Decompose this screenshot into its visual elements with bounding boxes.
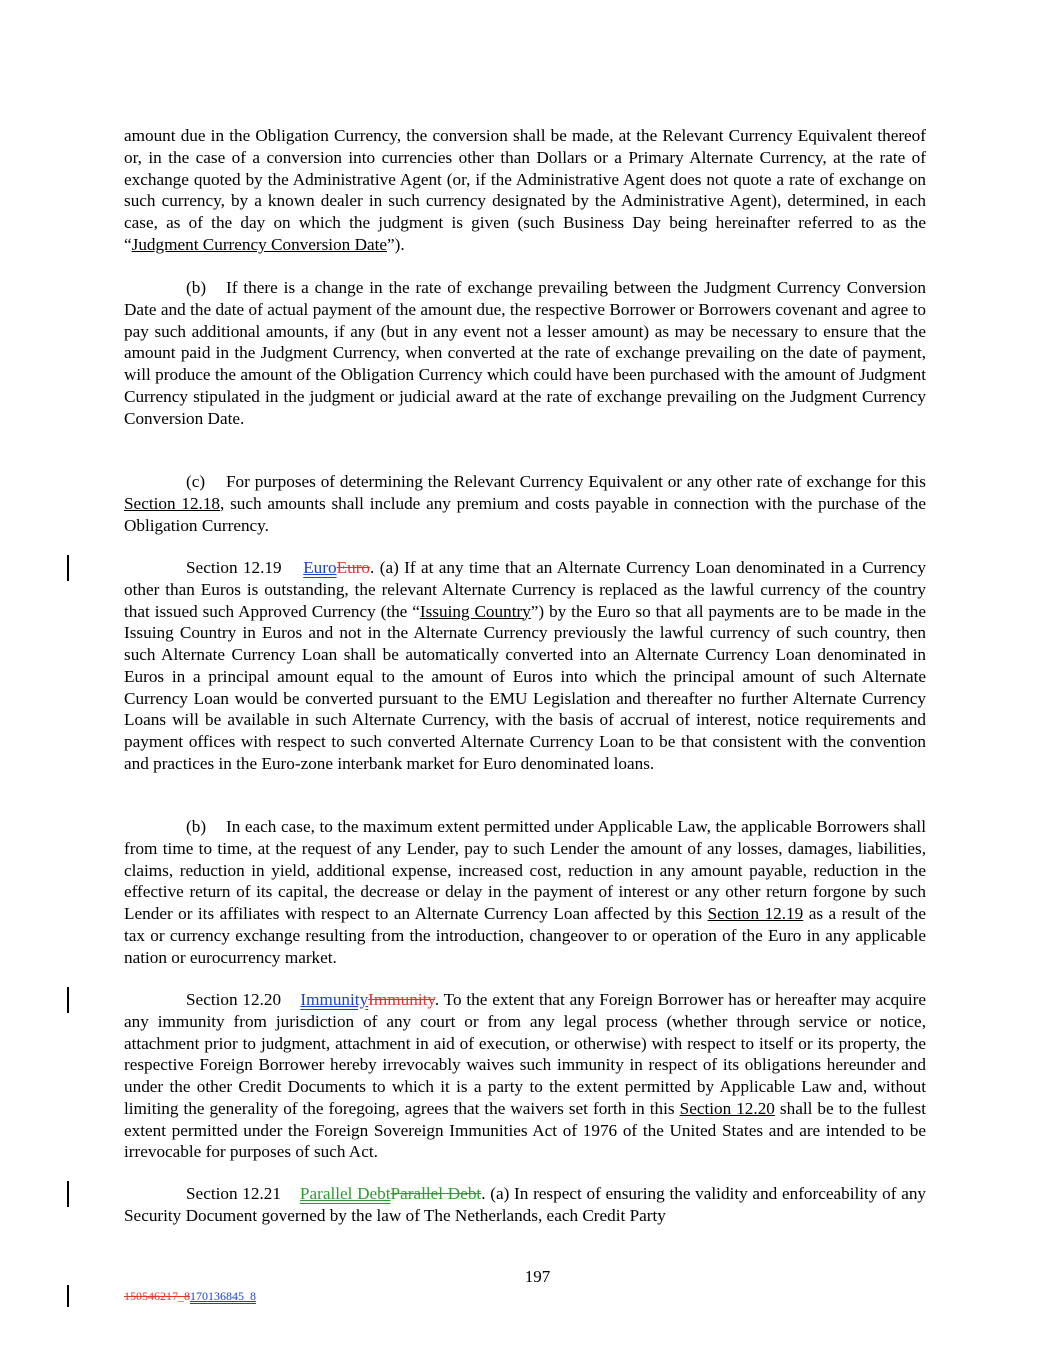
- clause-label: (b): [186, 817, 207, 836]
- deleted-heading: Euro: [336, 558, 371, 577]
- paragraph-judgment-conversion: [124, 125, 926, 256]
- paragraph-text: shall be to the fullest extent permitted under the Foreign Sovereign Immunities Act of 1976 of the United States and are intended to be irrevocable for purposes of such Act.: [124, 1098, 926, 1162]
- page-number: 197: [524, 1267, 551, 1286]
- inserted-doc-id: 170136845_8: [190, 1289, 256, 1303]
- paragraph-text: . (a) If at any time that an Alternate Currency Loan denominated in a Currency other than Euros is outstanding, the relevant Alternate Currency is replaced as the lawful currency of the country that issued such Approved Currency (the “: [124, 558, 927, 621]
- change-bar: [67, 987, 69, 1013]
- change-bar: [67, 1285, 69, 1307]
- deleted-heading: Immunity: [368, 990, 435, 1009]
- paragraph-b-maximum-extent: [124, 816, 926, 968]
- paragraph-text: For purposes of determining the Relevant Currency Equivalent or any other rate of exchange for this: [226, 472, 926, 491]
- change-bar: [67, 555, 69, 581]
- paragraph-text: . (a) In respect of ensuring the validity and enforceability of any Security Document governed by the law of The Netherlands, each Credit Party: [124, 1184, 927, 1225]
- paragraph-text: ”) by the Euro so that all payments are to be made in the Issuing Country in Euros and not in the Alternate Currency previously the lawful currency of such country, then such Alternate Currency Loan shall be automatically converted into an Alternate Currency Loan denominated in Euros in a principal amount equal to the amount of Euros into which the principal amount of such Alternate Currency Loan would be converted pursuant to the EMU Legislation and thereafter no further Alternate Currency Loans will be available in such Alternate Currency, with the basis of accrual of interest, notice requirements and payment offices with respect to such converted Alternate Currency Loan to be that consistent with the convention and practices in the Euro-zone interbank market for Euro denominated loans.: [124, 601, 926, 773]
- paragraph-text: as a result of the tax or currency exchange resulting from the introduction, changeover to or operation of the Euro in any applicable nation or eurocurrency market.: [124, 904, 926, 967]
- section-number: Section 12.21: [186, 1184, 281, 1203]
- paragraph-text: In each case, to the maximum extent permitted under Applicable Law, the applicable Borrowers shall from time to time, at the request of any Lender, pay to such Lender the amount of any losses, damages, liabilities, claims, reduction in yield, additional expense, increased cost, reduction in any amount payable, reduction in the effective return of its capital, the decrease or delay in the payment of interest or any other return forgone by such Lender or its affiliates with respect to an Alternate Currency Loan affected by this: [124, 817, 926, 923]
- section-reference: Section 12.20: [679, 1098, 775, 1118]
- section-12-19: [124, 557, 926, 775]
- paragraph-b-exchange-change: [124, 277, 926, 429]
- paragraph-text: . To the extent that any Foreign Borrower has or hereafter may acquire any immunity from jurisdiction of any court or from any legal process (whether through service or notice, attachment prior to judgment, attachment in aid of execution, or otherwise) with respect to itself or its property, the respective Foreign Borrower hereby irrevocably waives such immunity in respect of its obligations hereunder and under the other Credit Documents to which it is a party to the extent permitted by Applicable Law and, without limiting the generality of the foregoing, agrees that the waivers set forth in this: [124, 990, 927, 1118]
- deleted-doc-id: 150546217_8: [124, 1289, 190, 1303]
- section-number: Section 12.20: [186, 990, 282, 1009]
- paragraph-text: ”).: [387, 234, 405, 254]
- paragraph-text: amount due in the Obligation Currency, the conversion shall be made, at the Relevant Currency Equivalent thereof or, in the case of a conversion into currencies other than Dollars or a Primary Alternate Currency, at the rate of exchange quoted by the Administrative Agent (or, if the Administrative Agent does not quote a rate of exchange on such currency, by a known dealer in such currency designated by the Administrative Agent), determined, in each case, as of the day on which the judgment is given (such Business Day being hereinafter referred to as the “: [124, 126, 926, 254]
- clause-label: (c): [186, 472, 206, 491]
- inserted-heading: Parallel Debt: [299, 1184, 391, 1203]
- paragraph-c-purposes: [124, 471, 926, 536]
- clause-label: (b): [186, 278, 207, 297]
- defined-term: Judgment Currency Conversion Date: [131, 234, 388, 254]
- section-12-20: [124, 989, 926, 1163]
- change-bar: [67, 1181, 69, 1207]
- document-id: [124, 1289, 256, 1304]
- deleted-heading: Parallel Debt: [390, 1184, 482, 1203]
- paragraph-text: , such amounts shall include any premium and costs payable in connection with the purchase of the Obligation Currency.: [124, 493, 926, 535]
- section-12-21: [124, 1183, 926, 1227]
- section-reference: Section 12.19: [707, 904, 804, 923]
- section-number: Section 12.19: [186, 558, 282, 577]
- paragraph-text: If there is a change in the rate of exchange prevailing between the Judgment Currency Conversion Date and the date of actual payment of the amount due, the respective Borrower or Borrowers covenant and agree to pay such additional amounts, if any (but in any event not a lesser amount) as may be necessary to ensure that the amount paid in the Judgment Currency, when converted at the rate of exchange prevailing on the date of payment, will produce the amount of the Obligation Currency which could have been purchased with the amount of Judgment Currency stipulated in the judgment or judicial award at the rate of exchange prevailing on the Judgment Currency Conversion Date.: [124, 278, 926, 428]
- section-reference: Section 12.18: [124, 493, 221, 513]
- inserted-heading: Euro: [303, 558, 337, 577]
- defined-term: Issuing Country: [419, 601, 531, 621]
- inserted-heading: Immunity: [300, 990, 369, 1009]
